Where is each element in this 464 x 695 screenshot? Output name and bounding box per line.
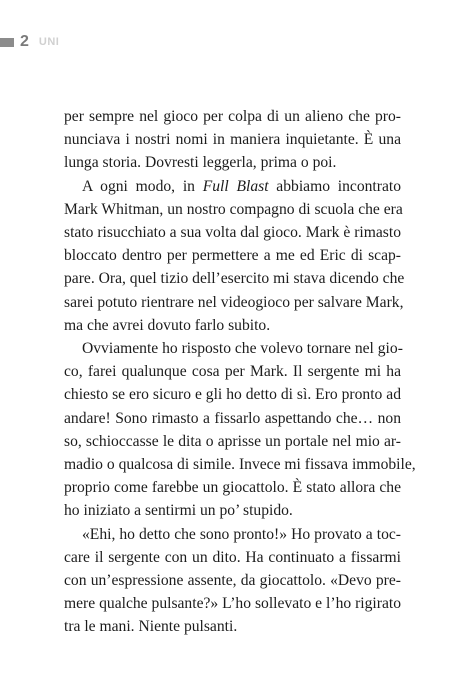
paragraph-2 bbox=[64, 175, 405, 337]
paragraph-1 bbox=[64, 105, 401, 175]
text-line: madio o qualcosa di simile. Invece mi fissava immobile, bbox=[64, 456, 416, 474]
book-title-italic: Full Blast bbox=[202, 177, 269, 195]
text-segment: abbiamo incontrato bbox=[268, 177, 401, 195]
text-line: co, farei qualunque cosa per Mark. Il sergente mi ha bbox=[64, 363, 401, 381]
text-line: mere qualche pulsante?» L’ho sollevato e l’ho rigirato bbox=[64, 595, 401, 613]
text-line: care il sergente con un dito. Ha continuato a fissarmi bbox=[64, 548, 401, 566]
text-line: bloccato dentro per permettere a me ed Eric di scap- bbox=[64, 247, 401, 265]
text-line: «Ehi, ho detto che sono pronto!» Ho provato a toc- bbox=[82, 525, 401, 543]
text-line: nunciava i nostri nomi in maniera inquietante. È una bbox=[64, 131, 401, 149]
text-line bbox=[64, 175, 401, 198]
paragraph-3 bbox=[64, 337, 416, 523]
text-line: ho iniziato a sentirmi un po’ stupido. bbox=[64, 502, 293, 520]
text-line: con un’espressione assente, da giocattolo. «Devo pre- bbox=[64, 572, 401, 590]
page-number: 2 bbox=[20, 33, 29, 50]
text-line: lunga storia. Dovresti leggerla, prima o poi. bbox=[64, 154, 337, 172]
text-line: per sempre nel gioco per colpa di un alieno che pro- bbox=[64, 108, 401, 125]
text-line: proprio come farebbe un giocattolo. È stato allora che bbox=[64, 479, 401, 497]
text-line: andare! Sono rimasto a fissarlo aspettando che… non bbox=[64, 409, 401, 427]
text-line: Ovviamente ho risposto che volevo tornare nel gio- bbox=[82, 340, 403, 358]
page-header bbox=[0, 34, 130, 50]
page-body-text bbox=[64, 105, 416, 639]
text-line: sarei potuto rientrare nel videogioco per salvare Mark, bbox=[64, 293, 404, 311]
text-line: Mark Whitman, un nostro compagno di scuola che era bbox=[64, 200, 403, 218]
text-line: ma che avrei dovuto farlo subito. bbox=[64, 316, 271, 334]
text-line: pare. Ora, quel tizio dell’esercito mi stava dicendo che bbox=[64, 270, 405, 288]
header-logo: UNI bbox=[38, 36, 60, 48]
header-bar-decoration bbox=[0, 38, 14, 47]
text-line: so, schioccasse le dita o aprisse un portale nel mio ar- bbox=[64, 432, 401, 450]
text-line: stato risucchiato a sua volta dal gioco. Mark è rimasto bbox=[64, 224, 401, 242]
paragraph-4 bbox=[64, 523, 401, 639]
text-segment: A ogni modo, in bbox=[82, 177, 203, 195]
text-line: chiesto se ero sicuro e gli ho detto di sì. Ero pronto ad bbox=[64, 386, 401, 404]
text-line: tra le mani. Niente pulsanti. bbox=[64, 618, 238, 636]
